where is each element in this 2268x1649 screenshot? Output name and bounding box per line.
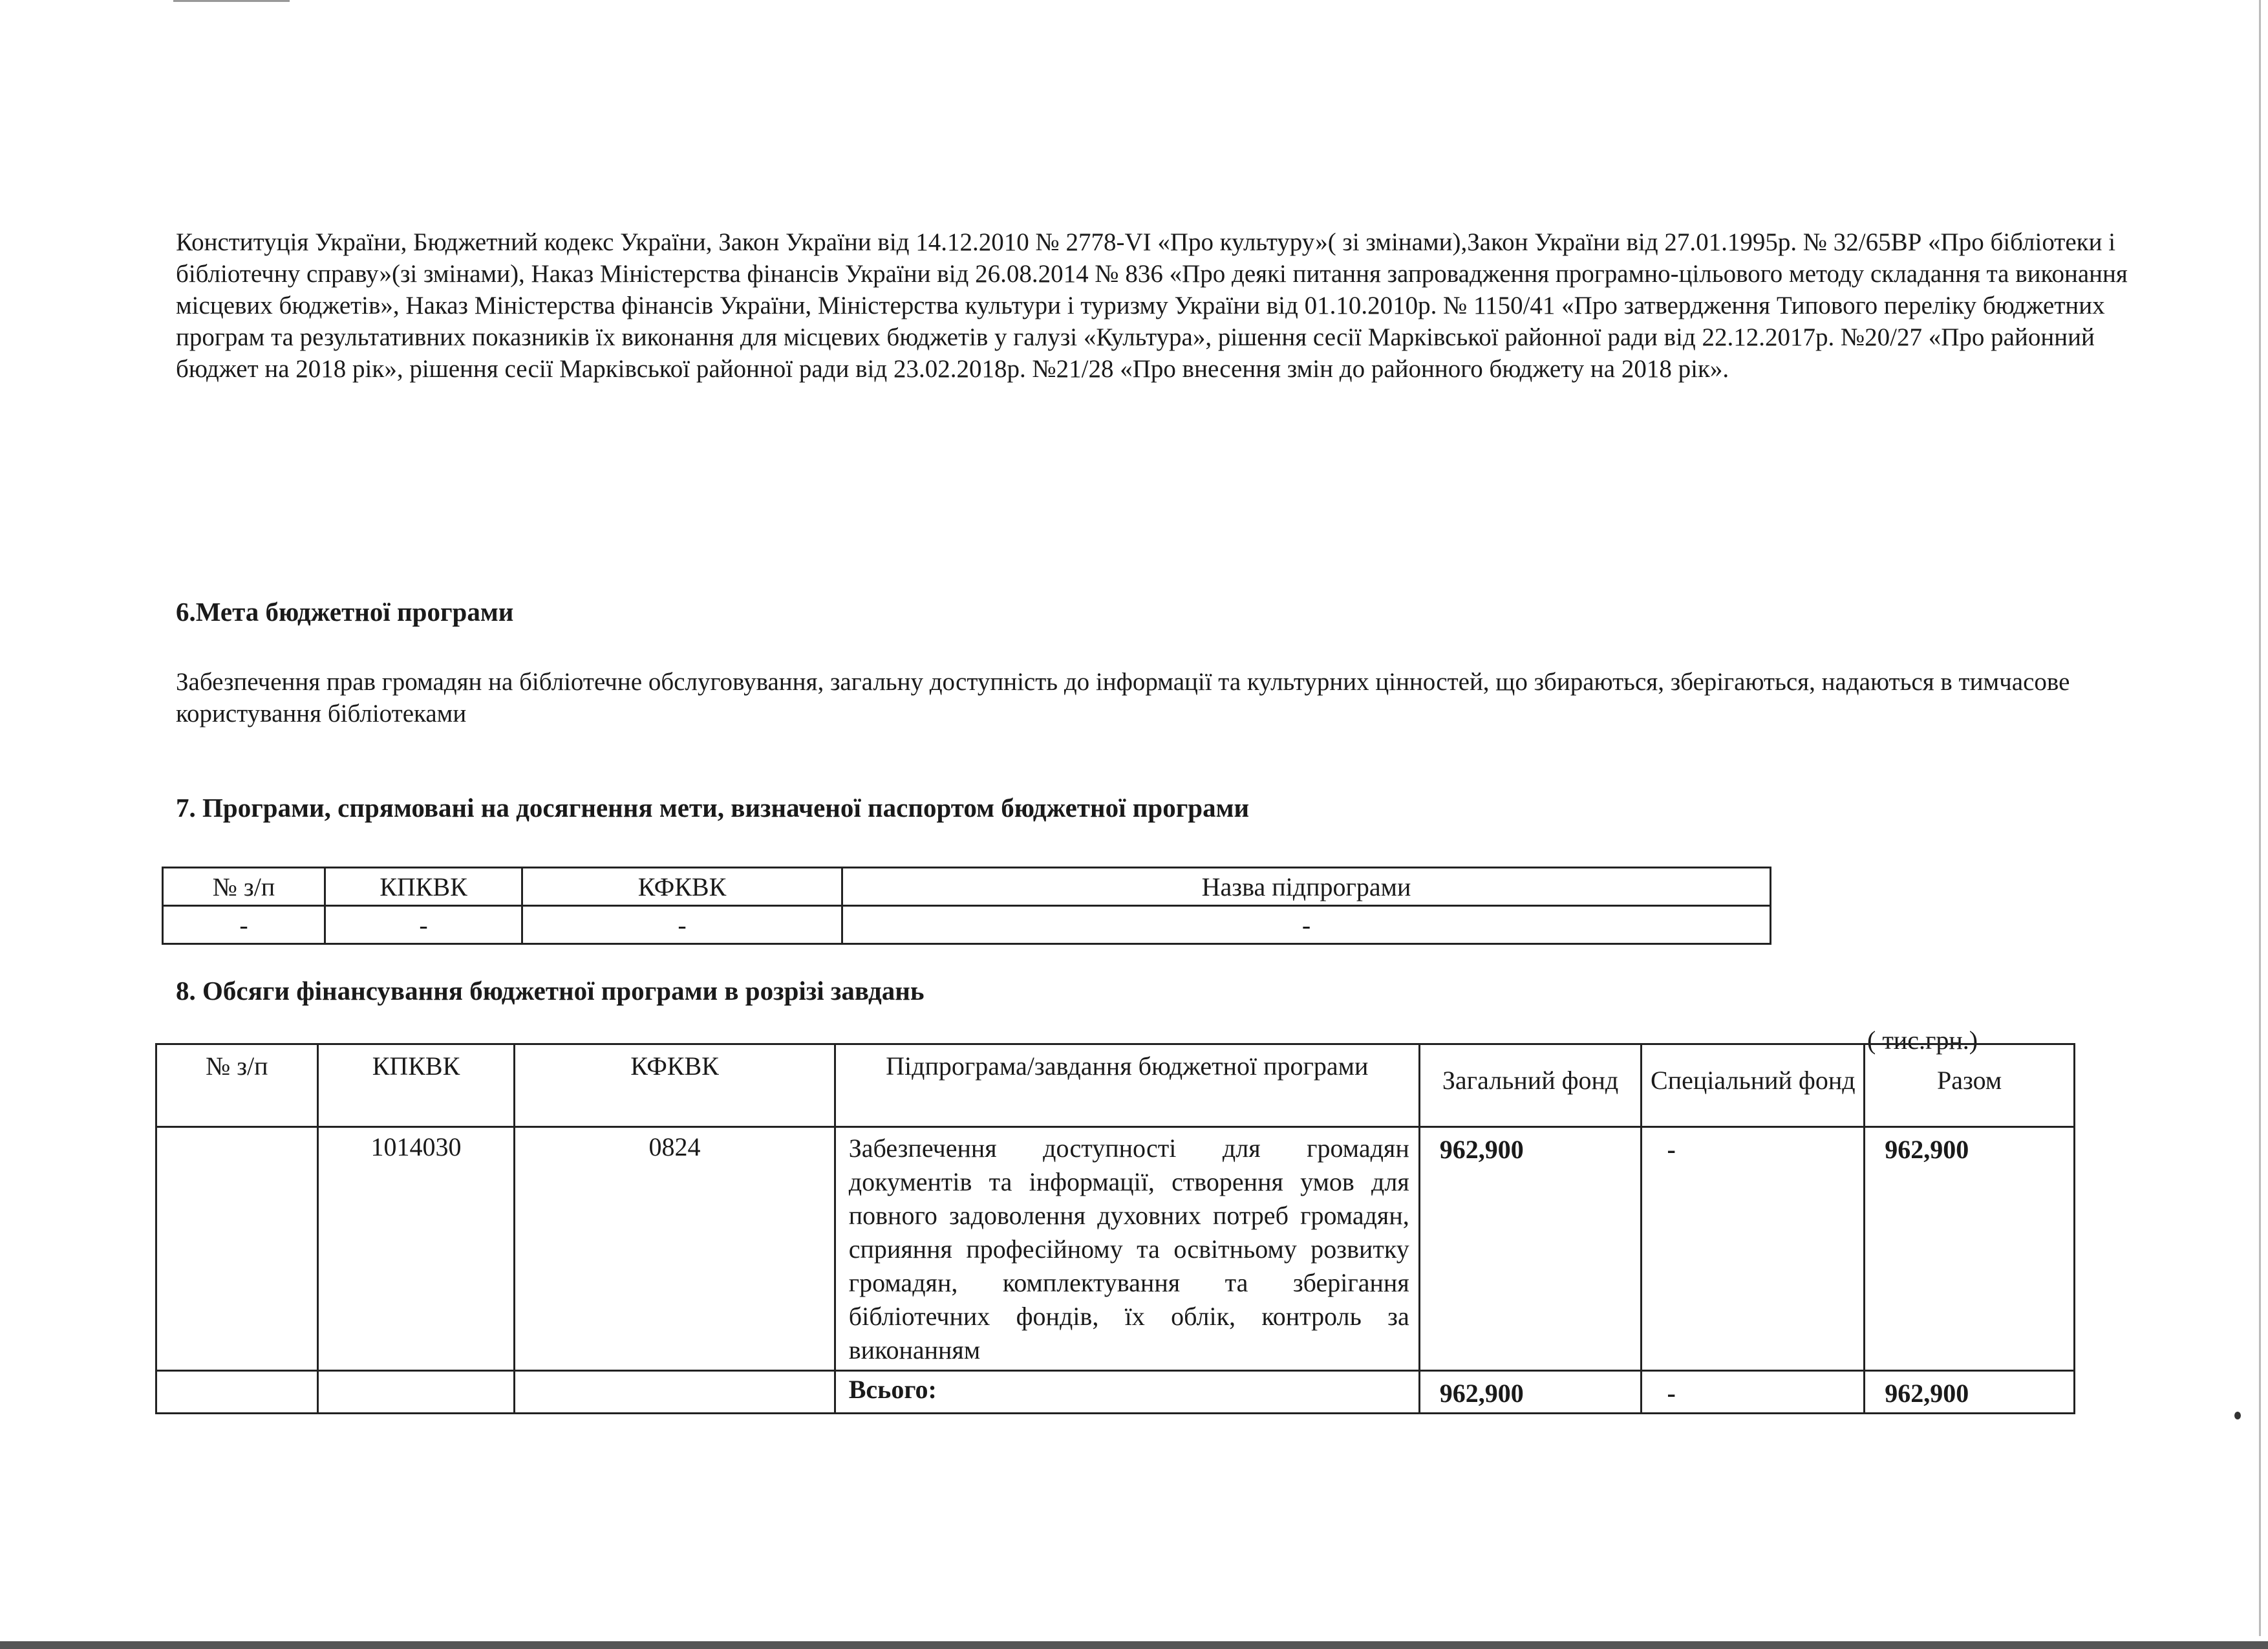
row-number-cell xyxy=(156,1127,318,1371)
header-cell: КПКВК xyxy=(325,868,522,906)
legal-basis-paragraph: Конституція України, Бюджетний кодекс України, Закон України від 14.12.2010 № 2778-VI «Про культуру»( зі змінами),Закон України від 27.01.1995р. № 32/65ВР «Про бібліотеки і бібліотечну справу»(зі змінами), Наказ Міністерства фінансів України від 26.08.2014 № 836 «Про деякі питання запровадження програмно-цільового методу складання та виконання місцевих бюджетів», Наказ Міністерства фінансів України, Міністерства культури і туризму України від 01.10.2010р. № 1150/41 «Про затвердження Типового переліку бюджетних програм та результативних показників їх виконання для місцевих бюджетів у галузі «Культура», рішення сесії Марківської районної ради від 22.12.2017р. №20/27 «Про районний бюджет на 2018 рік», рішення сесії Марківської районної ради від 23.02.2018р. №21/28 «Про внесення змін до районного бюджету на 2018 рік». xyxy=(176,228,2128,383)
table-row xyxy=(163,906,1771,944)
section6-text: Забезпечення прав громадян на бібліотечне обслуговування, загальну доступність до інформації та культурних цінностей, що збираються, зберігаються, надаються в тимчасове користування бібліотеками xyxy=(176,668,2070,727)
scan-edge-top xyxy=(173,0,290,2)
table-cell: - xyxy=(325,906,522,944)
table-header-row xyxy=(163,868,1771,906)
table-header-row xyxy=(156,1044,2075,1127)
task-description-cell: Забезпечення доступності для громадян документів та інформації, створення умов для повного задоволення духовних потреб громадян, сприяння професійному та освітньому розвитку громадян, комплектування та зберігання бібліотечних фондів, їх облік, контроль за виконанням xyxy=(835,1127,1419,1371)
totals-total: 962,900 xyxy=(1865,1371,2075,1414)
section6-heading: 6.Мета бюджетної програми xyxy=(176,597,514,627)
special-fund-cell: - xyxy=(1642,1127,1865,1371)
financing-table xyxy=(155,1043,2075,1414)
section8-heading: 8. Обсяги фінансування бюджетної програми в розрізі завдань xyxy=(176,976,925,1006)
table-cell: - xyxy=(842,906,1771,944)
scan-speck xyxy=(2234,1412,2241,1419)
subprograms-table xyxy=(162,867,1771,945)
totals-special-fund: - xyxy=(1642,1371,1865,1414)
general-fund-cell: 962,900 xyxy=(1419,1127,1642,1371)
totals-general-fund: 962,900 xyxy=(1419,1371,1642,1414)
currency-unit-label: ( тис.грн.) xyxy=(1867,1026,1978,1055)
table-cell xyxy=(515,1371,835,1414)
header-cell: Назва підпрограми xyxy=(842,868,1771,906)
table-cell xyxy=(156,1371,318,1414)
header-cell: КФКВК xyxy=(522,868,842,906)
header-cell: КПКВК xyxy=(317,1044,515,1127)
kpkvk-cell: 1014030 xyxy=(317,1127,515,1371)
section7-heading: 7. Програми, спрямовані на досягнення мети, визначеної паспортом бюджетної програми xyxy=(176,793,1250,823)
header-cell: Підпрограма/завдання бюджетної програми xyxy=(835,1044,1419,1127)
table-cell: - xyxy=(522,906,842,944)
header-cell: Загальний фонд xyxy=(1419,1044,1642,1127)
header-cell: Разом xyxy=(1865,1044,2075,1127)
header-cell: Спеціальний фонд xyxy=(1642,1044,1865,1127)
header-cell: № з/п xyxy=(156,1044,318,1127)
header-cell: № з/п xyxy=(163,868,325,906)
kfkvk-cell: 0824 xyxy=(515,1127,835,1371)
scan-edge-bottom xyxy=(0,1641,2268,1649)
header-cell: КФКВК xyxy=(515,1044,835,1127)
table-row xyxy=(156,1127,2075,1371)
total-cell: 962,900 xyxy=(1865,1127,2075,1371)
totals-label: Всього: xyxy=(835,1371,1419,1414)
scan-edge-right xyxy=(2259,0,2261,1636)
table-cell: - xyxy=(163,906,325,944)
totals-row xyxy=(156,1371,2075,1414)
table-cell xyxy=(317,1371,515,1414)
